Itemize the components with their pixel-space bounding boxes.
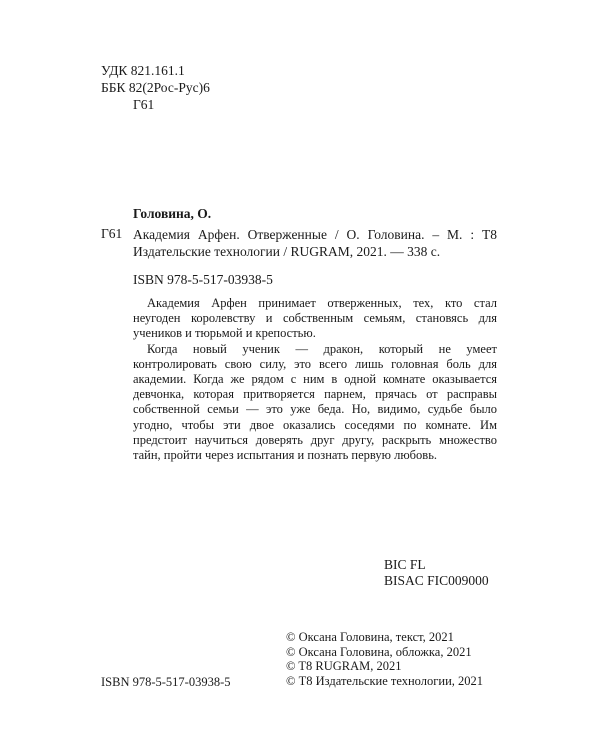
copyright-line: © Оксана Головина, обложка, 2021 — [286, 644, 472, 659]
udk-code: УДК 821.161.1 — [101, 63, 185, 78]
author-mark: Г61 — [133, 97, 155, 112]
isbn-record: ISBN 978-5-517-03938-5 — [133, 272, 273, 287]
copyright-line: © T8 RUGRAM, 2021 — [286, 659, 402, 673]
bibliographic-description: Академия Арфен. Отверженные / О. Головина. – М. : Т8 Издательские технологии / RUGRAM, 2021. — 338 с. — [133, 227, 497, 259]
annotation-paragraph: Когда новый ученик — дракон, который не умеет контролировать свою силу, это всего лишь головная боль для академии. Когда же рядом с ним в одной комнате оказывается девчонка, которая притворяется парнем, прячась от расправы собственной семьи — это уже беда. Но, видимо, судьбе было угодно, чтобы эти двое оказались соседями по комнате. Им предстоит научиться доверять друг другу, раскрыть множество тайн, пройти через испытания и познать первую любовь. — [133, 341, 497, 463]
copyright-line: © Т8 Издательские технологии, 2021 — [286, 673, 484, 688]
annotation-paragraph: Академия Арфен принимает отверженных, тех, кто стал неугоден королевству и собственным семьям, становясь для учеников и тюрьмой и крепостью. — [133, 296, 497, 341]
classification-block — [101, 62, 210, 113]
copyright-notices — [286, 630, 483, 688]
isbn-footer: ISBN 978-5-517-03938-5 — [101, 675, 231, 689]
bbk-code: ББК 82(2Рос-Рус)6 — [101, 80, 210, 95]
author-heading: Головина, О. — [133, 206, 212, 221]
cutter-mark: Г61 — [101, 226, 123, 241]
copyright-line: © Оксана Головина, текст, 2021 — [286, 630, 454, 644]
subject-codes — [384, 557, 489, 589]
bic-code: BIC FL — [384, 557, 426, 572]
annotation — [133, 296, 497, 463]
bisac-code: BISAC FIC009000 — [384, 573, 489, 588]
